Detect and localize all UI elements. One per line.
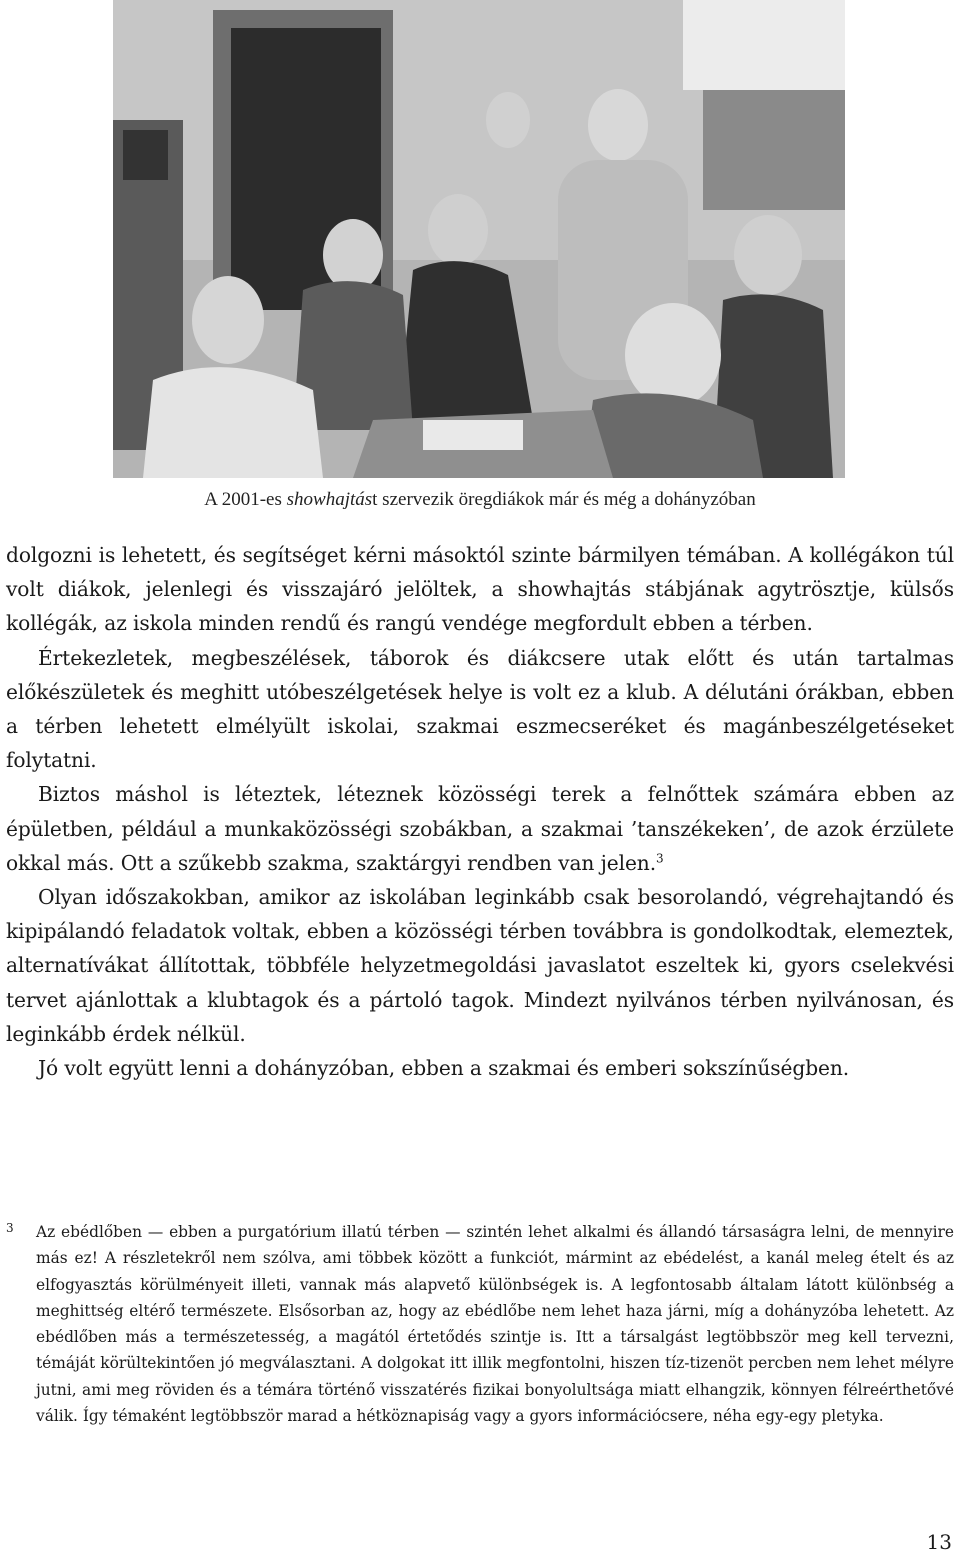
footnote-reference[interactable]: 3 (656, 851, 664, 866)
caption-italic-term: showhajtás (286, 489, 373, 510)
body-text (6, 538, 954, 1085)
paragraph-text: Biztos máshol is léteztek, léteznek közösségi terek a felnőttek számára ebben az épületben, például a munkaközösségi szobákban, a szakmai ’tanszékeken’, de azok érzülete okkal más. Ott a szűkebb szakma, szaktárgyi rendben van jelen. (6, 782, 954, 875)
paragraph-text: Jó volt együtt lenni a dohányzóban, ebben a szakmai és emberi sokszínűségben. (38, 1056, 850, 1081)
footnote-mark: 3 (6, 1221, 14, 1235)
paragraph-text: Olyan időszakokban, amikor az iskolában leginkább csak besorolandó, végrehajtandó és kipipálandó feladatok voltak, ebben a közösségi térben továbbra is gondolkodtak, elemeztek, alternatívákat állítottak, többféle helyzetmegoldási javaslatot eszeltek ki, gyors cselekvési tervet ajánlottak a klubtagok és a pártoló tagok. Mindezt nyilvános térben nyilvánosan, és leginkább érdek nélkül. (6, 885, 954, 1046)
paragraph (6, 880, 954, 1051)
footnotes (6, 1219, 954, 1429)
photo-caption (0, 489, 960, 511)
photo-illustration (113, 0, 845, 478)
paragraph-text: dolgozni is lehetett, és segítséget kérni másoktól szinte bármilyen témában. A kollégákon túl volt diákok, jelenlegi és visszajáró jelöltek, a showhajtás stábjának agytrösztje, külsős kollégák, az iskola minden rendű és rangú vendége megfordult ebben a térben. (6, 543, 954, 636)
paragraph (6, 538, 954, 641)
page-number: 13 (926, 1530, 952, 1554)
paragraph (6, 777, 954, 880)
paragraph (6, 1051, 954, 1085)
footnote (6, 1219, 954, 1429)
caption-text-after: t szervezik öregdiákok már és még a dohányzóban (372, 489, 756, 510)
paragraph-text: Értekezletek, megbeszélések, táborok és diákcsere utak előtt és után tartalmas előkészületek és meghitt utóbeszélgetések helye is volt ez a klub. A délutáni órákban, ebben a térben lehetett elmélyült iskolai, szakmai eszmecseréket és magánbeszélgetéseket folytatni. (6, 645, 954, 773)
caption-text-before: A 2001-es (204, 489, 287, 510)
paragraph (6, 641, 954, 778)
footnote-text: Az ebédlőben — ebben a purgatórium illatú térben — szintén lehet alkalmi és állandó társaságra lelni, de mennyire más ez! A részletekről nem szólva, ami többek között a funkciót, mármint az ebédelést, a kanál meleg ételt és az elfogyasztás körülményeit illeti, vannak más alapvető különbségek is. A legfontosabb általam látott különbség a meghittség eltérő természete. Elsősorban az, hogy az ebédlőbe nem lehet haza járni, míg a dohányzóba lehetett. Az ebédlőben más a természetesség, a magától értetődés szintje is. Itt a társalgást legtöbbször meg kell tervezni, témáját körültekintően jó megválasztani. A dolgokat itt illik megfontolni, hiszen tíz-tizenöt percben nem lehet mélyre jutni, ami meg röviden és a témára történő visszatérés fizikai bonyolultsága miatt elhangzik, könnyen félreérthetővé válik. Így témaként legtöbbször marad a hétköznapiság vagy a gyors információcsere, néha egy-egy pletyka. (36, 1223, 954, 1426)
group-photo (113, 0, 845, 478)
